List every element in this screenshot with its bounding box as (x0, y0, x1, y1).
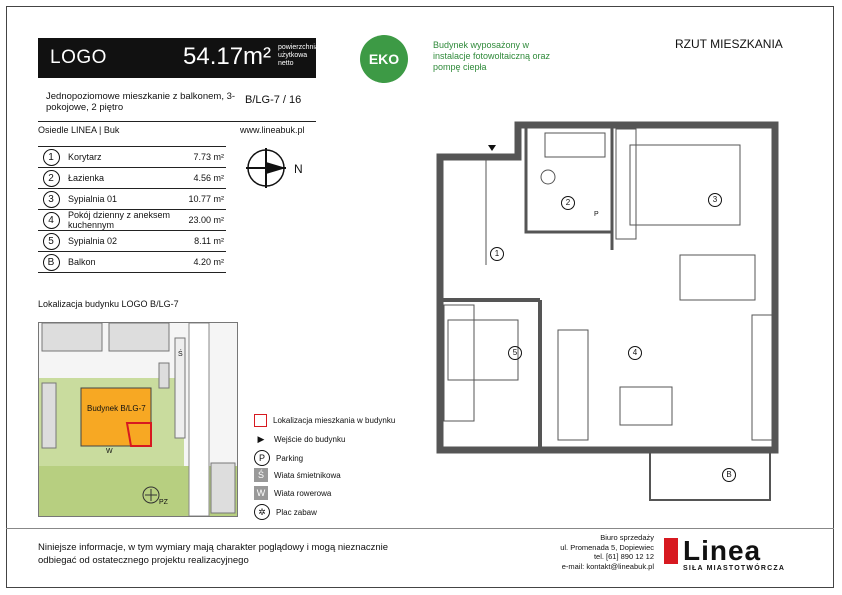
room-row (38, 252, 226, 273)
room-number: 1 (43, 149, 60, 166)
sales-office (536, 533, 654, 571)
header-bar (38, 38, 319, 78)
apartment-code: B/LG-7 / 16 (245, 94, 302, 106)
brand-mark-icon (664, 538, 678, 564)
plan-room-label: B (722, 468, 736, 482)
apartment-description: Jednopoziomowe mieszkanie z balkonem, 3-pokojowe, 2 piętro (46, 91, 236, 113)
room-number: 4 (43, 212, 60, 229)
estate-name: Osiedle LINEA | Buk (38, 125, 120, 135)
brand-name: Linea (683, 535, 762, 566)
legend-item (254, 450, 303, 466)
logo-text: LOGO (50, 47, 107, 68)
legend-item (254, 504, 317, 520)
legend-label: Wiata śmietnikowa (274, 470, 341, 480)
plan-room-label: 3 (708, 193, 722, 207)
building-label: Budynek B/LG-7 (87, 404, 146, 413)
office-phone[interactable]: tel. [61] 890 12 12 (593, 552, 654, 561)
room-name: Balkon (64, 252, 188, 273)
room-name: Sypialnia 02 (64, 231, 188, 252)
room-number: 2 (43, 170, 60, 187)
room-name: Łazienka (64, 168, 188, 189)
bin-shelter-mark: Ś (178, 351, 183, 358)
room-name: Sypialnia 01 (64, 189, 188, 210)
eko-badge: EKO (360, 35, 408, 83)
room-row (38, 210, 226, 231)
footer-divider (6, 528, 834, 529)
bin-shelter-icon: Ś (254, 468, 268, 482)
room-name: Pokój dzienny z aneksem kuchennym (64, 210, 188, 231)
legend-label: Wiata rowerowa (274, 488, 332, 498)
area-note: powierzchnia użytkowa netto (278, 44, 319, 67)
entrance-mark: W (106, 448, 113, 455)
legend-label: Parking (276, 453, 304, 463)
legend-item (254, 432, 345, 446)
plan-room-label: 5 (508, 346, 522, 360)
location-map (38, 322, 238, 517)
room-name: Korytarz (64, 147, 188, 168)
room-row (38, 147, 226, 168)
legend-item (254, 486, 331, 500)
plan-room-label: 2 (561, 196, 575, 210)
legend-label: Wejście do budynku (274, 434, 346, 444)
playground-icon: ✲ (254, 504, 270, 520)
disclaimer-line-1: Niniejsze informacje, w tym wymiary mają charakter poglądowy i mogą nieznacznie (38, 542, 389, 553)
location-title: Lokalizacja budynku LOGO B/LG-7 (38, 299, 179, 309)
legend-item (254, 468, 341, 482)
entrance-arrow-icon: ▶ (257, 433, 265, 444)
legend-item (254, 414, 395, 427)
disclaimer-line-2: odbiegać od ostatecznego projektu realizacyjnego (38, 555, 249, 566)
parking-icon: P (254, 450, 270, 466)
bike-shelter-icon: W (254, 486, 268, 500)
floor-plan (430, 115, 790, 505)
plan-room-label: 4 (628, 346, 642, 360)
office-title: Biuro sprzedaży (600, 533, 654, 542)
office-address: ul. Promenada 5, Dopiewiec (560, 542, 654, 552)
room-number: 5 (43, 233, 60, 250)
room-area: 23.00 m² (188, 210, 226, 231)
eko-description: Budynek wyposażony w instalacje fotowoltaiczną oraz pompę ciepła (433, 40, 551, 72)
playground-mark: PZ (159, 499, 168, 506)
heat-pump-mark: P (594, 211, 599, 218)
rooms-table (38, 146, 226, 273)
red-outline-icon (254, 414, 267, 427)
room-number: 3 (43, 191, 60, 208)
plan-room-label: 1 (490, 247, 504, 261)
room-area: 4.56 m² (188, 168, 226, 189)
disclaimer (38, 541, 388, 567)
apartment-area: 54.17m² (183, 43, 272, 70)
site-map-drawing (39, 323, 237, 516)
compass-north-label: N (294, 162, 303, 176)
room-area: 4.20 m² (188, 252, 226, 273)
room-area: 8.11 m² (188, 231, 226, 252)
room-row (38, 168, 226, 189)
plan-title: RZUT MIESZKANIA (675, 37, 783, 51)
legend-label: Lokalizacja mieszkania w budynku (273, 416, 396, 425)
room-number: B (43, 254, 60, 271)
room-area: 10.77 m² (188, 189, 226, 210)
room-row (38, 231, 226, 252)
brand-tagline: SIŁA MIASTOTWÓRCZA (683, 565, 786, 572)
legend-label: Plac zabaw (276, 507, 317, 517)
office-email[interactable]: e-mail: kontakt@lineabuk.pl (561, 561, 654, 571)
website-link[interactable]: www.lineabuk.pl (240, 125, 305, 135)
brand-logo (664, 537, 785, 572)
room-row (38, 189, 226, 210)
room-area: 7.73 m² (188, 147, 226, 168)
divider (38, 121, 316, 122)
